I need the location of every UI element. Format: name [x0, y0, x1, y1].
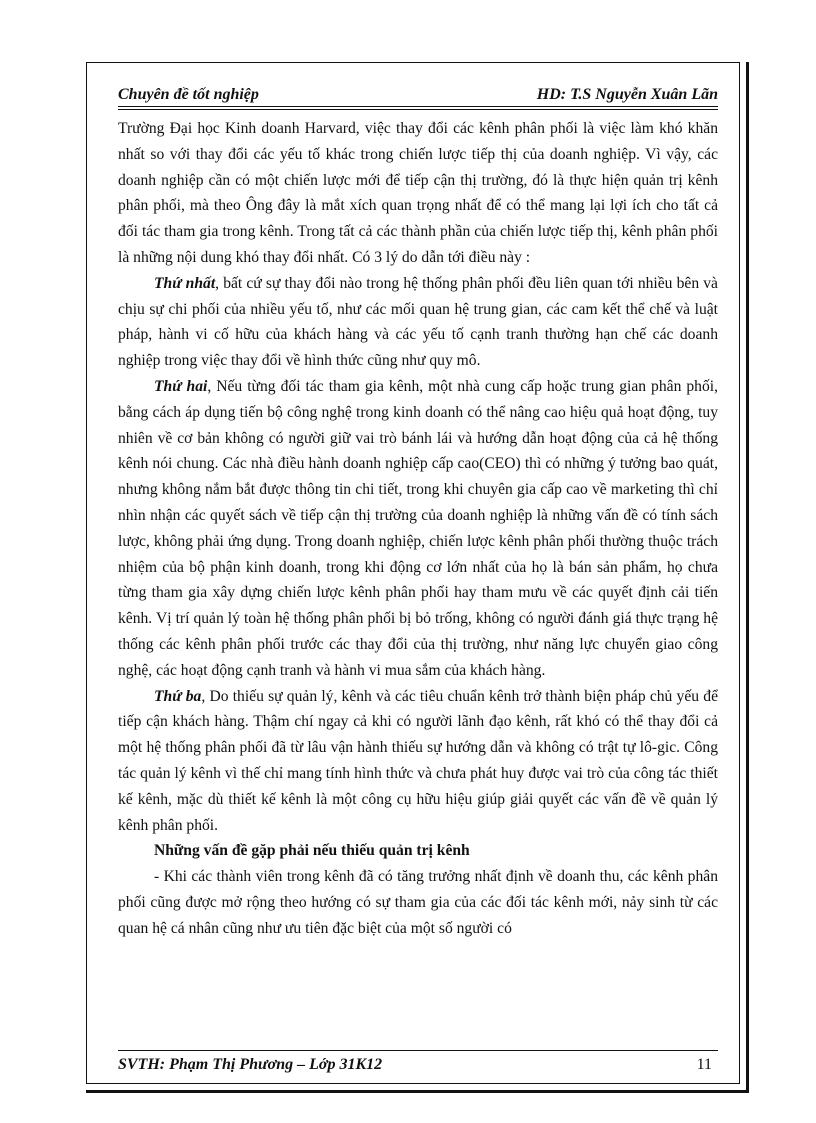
third-reason-text: , Do thiếu sự quản lý, kênh và các tiêu chuẩn kênh trở thành biện pháp chủ yếu để tiếp cận khách hàng. Thậm chí ngay cả khi có người lãnh đạo kênh, rất khó có thể thay đổi cả một hệ thống phân phối đã từ lâu vận hành thiếu sự hướng dẫn và không có trật tự lô-gic. Công tác quản lý kênh vì thế chỉ mang tính hình thức và chưa phát huy được vai trò của công tác thiết kế kênh, mặc dù thiết kế kênh là một công cụ hữu hiệu giúp giải quyết các vấn đề về quản lý kênh phân phối. — [118, 687, 718, 834]
footer-divider — [118, 1050, 718, 1051]
paragraph-second-reason — [118, 374, 718, 684]
second-reason-lead: Thứ hai — [154, 377, 208, 395]
second-reason-text: , Nếu từng đối tác tham gia kênh, một nhà cung cấp hoặc trung gian phân phối, bằng cách áp dụng tiến bộ công nghệ trong kinh doanh có thể nâng cao hiệu quả hoạt động, tuy nhiên về cơ bản không có người giữ vai trò bánh lái và hướng dẫn hoạt động của cả hệ thống kênh nói chung. Các nhà điều hành doanh nghiệp cấp cao(CEO) thì có những ý tưởng bao quát, nhưng không nắm bắt được thông tin chi tiết, trong khi chuyên gia cấp cao về marketing thì chỉ nhìn nhận các quyết sách về tiếp cận thị trường của doanh nghiệp là những vấn đề có tính sách lược, không phải ứng dụng. Trong doanh nghiệp, chiến lược kênh phân phối thường thuộc trách nhiệm của bộ phận kinh doanh, trong khi động cơ lớn nhất của họ là bán sản phẩm, họ chưa từng tham gia xây dựng chiến lược kênh phân phối hay tham mưu về các quyết định cải tiến kênh. Vị trí quản lý toàn hệ thống phân phối bị bỏ trống, không có người đánh giá thực trạng hệ thống các kênh phân phối trước các thay đổi của thị trường, như năng lực chuyển giao công nghệ, các hoạt động cạnh tranh và hành vi mua sắm của khách hàng. — [118, 377, 718, 679]
section-heading: Những vấn đề gặp phải nếu thiếu quản trị kênh — [154, 842, 470, 860]
page-footer — [118, 1054, 718, 1080]
first-reason-text: , bất cứ sự thay đổi nào trong hệ thống phân phối đều liên quan tới nhiều bên và chịu sự chi phối của nhiều yếu tố, như các mối quan hệ trung gian, các cam kết thể chế và luật pháp, hành vi cố hữu của khách hàng và các yếu tố cạnh tranh thường hạn chế các doanh nghiệp trong việc thay đổi về hình thức cũng như quy mô. — [118, 274, 718, 370]
header-divider — [118, 106, 718, 110]
header-title: Chuyên đề tốt nghiệp — [118, 86, 259, 103]
first-reason-lead: Thứ nhất — [154, 274, 216, 292]
document-body — [118, 116, 718, 942]
paragraph-third-reason — [118, 684, 718, 839]
header-advisor: HD: T.S Nguyễn Xuân Lãn — [536, 86, 718, 103]
third-reason-lead: Thứ ba — [154, 687, 202, 705]
paragraph-first-reason — [118, 271, 718, 374]
paragraph-problems: - Khi các thành viên trong kênh đã có tăng trưởng nhất định về doanh thu, các kênh phân phối cũng được mở rộng theo hướng có sự tham gia của các đối tác kênh mới, nảy sinh từ các quan hệ cá nhân cũng như ưu tiên đặc biệt của một số người có — [118, 868, 718, 937]
paragraph-intro: Trường Đại học Kinh doanh Harvard, việc thay đổi các kênh phân phối là việc làm khó khăn nhất so với thay đổi các yếu tố khác trong chiến lược tiếp thị của doanh nghiệp. Vì vậy, các doanh nghiệp cần có một chiến lược mới để tiếp cận thị trường, đó là thực hiện quản trị kênh phân phối, mà theo Ông đây là mắt xích quan trọng nhất để có thể mang lại lợi ích cho tất cả đối tác tham gia trong kênh. Trong tất cả các thành phần của chiến lược tiếp thị, kênh phân phối là những nội dung khó thay đổi nhất. Có 3 lý do dẫn tới điều này : — [118, 120, 718, 266]
footer-author: SVTH: Phạm Thị Phương – Lớp 31K12 — [118, 1056, 383, 1073]
page-number: 11 — [696, 1056, 712, 1073]
